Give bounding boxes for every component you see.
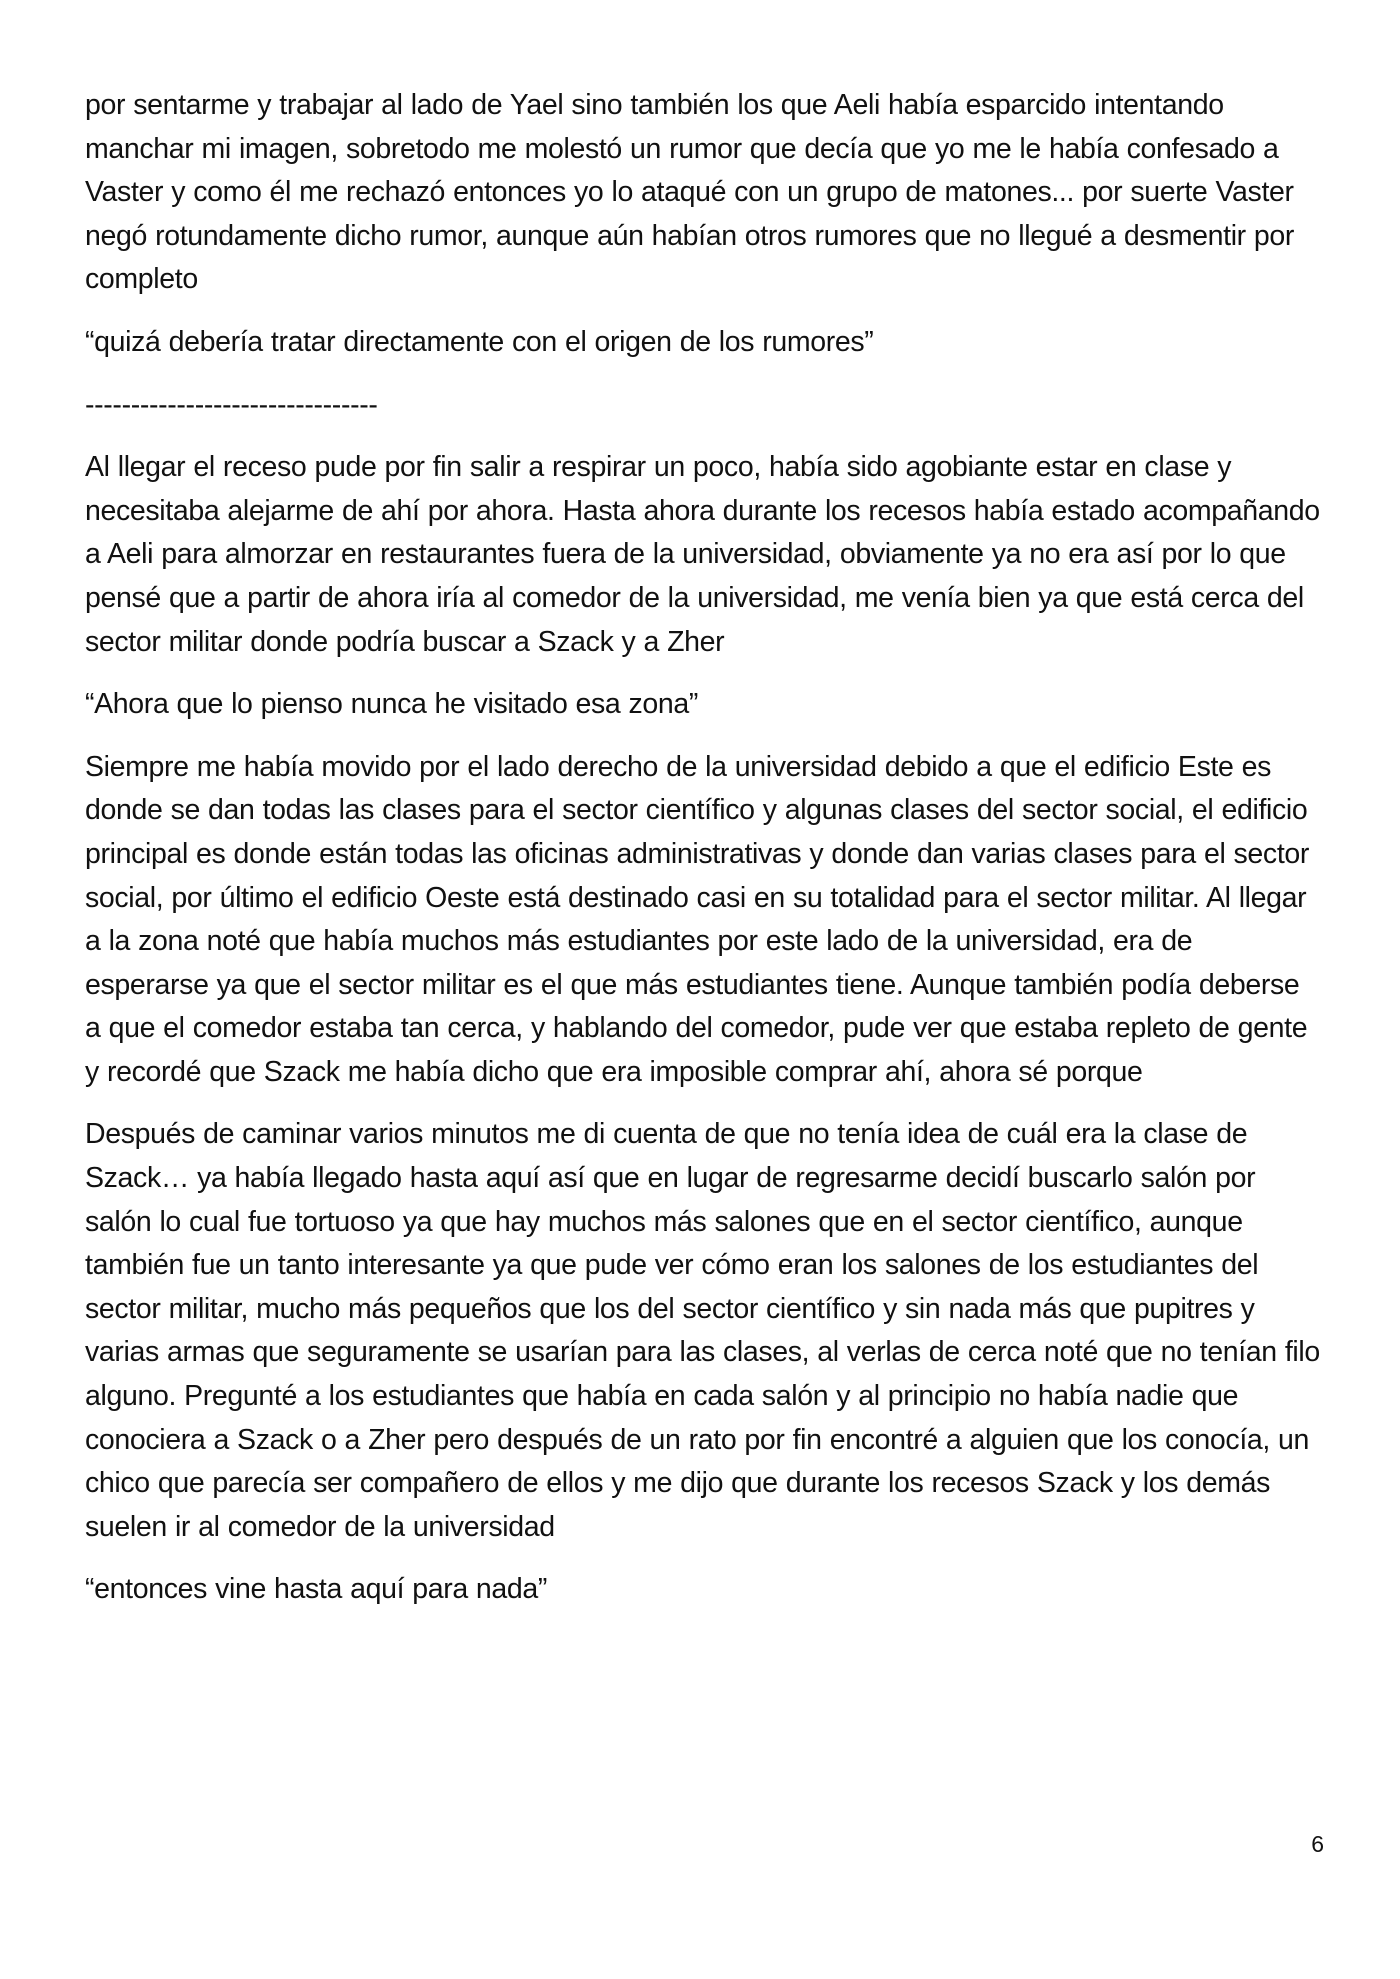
section-separator: -------------------------------- [85, 388, 378, 421]
page-number: 6 [1311, 1831, 1324, 1857]
quote-rumors-origin: “quizá debería tratar directamente con el origen de los rumores” [85, 325, 874, 358]
paragraph-busqueda: Después de caminar varios minutos me di cuenta de que no tenía idea de cuál era la clase de Szack… ya había llegado hasta aquí así que en lugar de regresarme decidí buscarlo salón por salón lo cual fue tortuoso ya que hay muchos más salones que en el sector científico, aunque también fue un tanto interesante ya que pude ver cómo eran los salones de los estudiantes del sector militar, mucho más pequeños que los del sector científico y sin nada más que pupitres y varias armas que seguramente se usarían para las clases, al verlas de cerca noté que no tenían filo alguno. Pregunté a los estudiantes que había en cada salón y al principio no había nadie que conociera a Szack o a Zher pero después de un rato por fin encontré a alguien que los conocía, un chico que parecía ser compañero de ellos y me dijo que durante los recesos Szack y los demás suelen ir al comedor de la universidad [85, 1118, 1320, 1543]
paragraph-receso: Al llegar el receso pude por fin salir a respirar un poco, había sido agobiante estar en clase y necesitaba alejarme de ahí por ahora. Hasta ahora durante los recesos había estado acompañando a Aeli para almorzar en restaurantes fuera de la universidad, obviamente ya no era así por lo que pensé que a partir de ahora iría al comedor de la universidad, me venía bien ya que está cerca del sector militar donde podría buscar a Szack y a Zher [85, 451, 1320, 658]
paragraph-rumors: por sentarme y trabajar al lado de Yael sino también los que Aeli había esparcido intentando manchar mi imagen, sobretodo me molestó un rumor que decía que yo me le había confesado a Vaster y como él me rechazó entonces yo lo ataqué con un grupo de matones... por suerte Vaster negó rotundamente dicho rumor, aunque aún habían otros rumores que no llegué a desmentir por completo [85, 89, 1295, 296]
quote-zona: “Ahora que lo pienso nunca he visitado esa zona” [85, 688, 699, 721]
page-body [85, 84, 1320, 1631]
quote-para-nada: “entonces vine hasta aquí para nada” [85, 1573, 548, 1606]
paragraph-edificios: Siempre me había movido por el lado derecho de la universidad debido a que el edificio Este es donde se dan todas las clases para el sector científico y algunas clases del sector social, el edificio principal es donde están todas las oficinas administrativas y donde dan varias clases para el sector social, por último el edificio Oeste está destinado casi en su totalidad para el sector militar. Al llegar a la zona noté que había muchos más estudiantes por este lado de la universidad, era de esperarse ya que el sector militar es el que más estudiantes tiene. Aunque también podía deberse a que el comedor estaba tan cerca, y hablando del comedor, pude ver que estaba repleto de gente y recordé que Szack me había dicho que era imposible comprar ahí, ahora sé porque [85, 750, 1310, 1088]
